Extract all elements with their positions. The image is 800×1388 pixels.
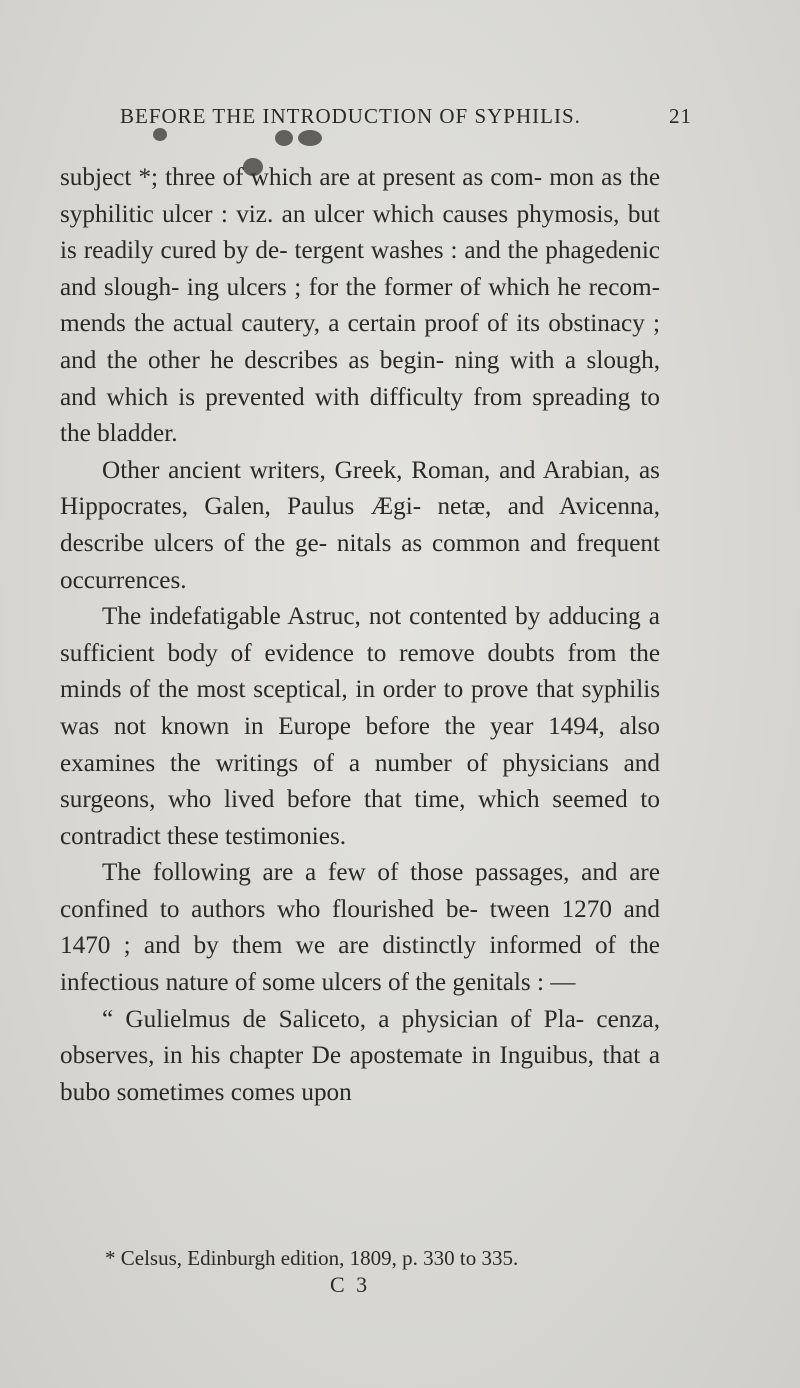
paragraph: The indefatigable Astruc, not contented by adducing a sufficient body of evidence to remove doubts from the minds of the most sceptical, in order to prove that syphilis was not known in Europe before the year 1494, also examines the writings of a number of physicians and surgeons, who lived before that time, which seemed to contradict these testimonies. (60, 603, 660, 850)
paragraph: The following are a few of those passages, and are confined to authors who flourished be- tween 1270 and 1470 ; and by them we are distinctly informed of the infectious nature of some ulcers of the genitals : — (60, 859, 660, 997)
page-number: 21 (669, 104, 692, 128)
running-title: BEFORE THE INTRODUCTION OF SYPHILIS. (120, 104, 581, 128)
ink-stain (275, 130, 293, 146)
ink-stain (298, 130, 322, 146)
paragraph: Other ancient writers, Greek, Roman, and Arabian, as Hippocrates, Galen, Paulus Ægi- netæ, and Avicenna, describe ulcers of the ge- nitals as common and frequent occurrences. (60, 456, 660, 594)
paragraph: subject *; three of which are at present as com- mon as the syphilitic ulcer : viz. an ulcer which causes phymosis, but is readily cured by de- tergent washes : and the phagedenic and slough- ing ulcers ; for the former of which he recom- mends the actual cautery, a certain proof of its obstinacy ; and the other he describes as begin- ning with a slough, and which is prevented with difficulty from spreading to the bladder. (60, 164, 660, 448)
signature-mark: C 3 (330, 1272, 371, 1297)
running-header (120, 104, 692, 138)
body-text (60, 160, 660, 1111)
paragraph: “ Gulielmus de Saliceto, a physician of Pla- cenza, observes, in his chapter De apostemate in Inguibus, that a bubo sometimes comes upon (60, 1005, 660, 1106)
ink-stain (153, 128, 167, 141)
footnote: * Celsus, Edinburgh edition, 1809, p. 330 to 335. (105, 1246, 519, 1270)
